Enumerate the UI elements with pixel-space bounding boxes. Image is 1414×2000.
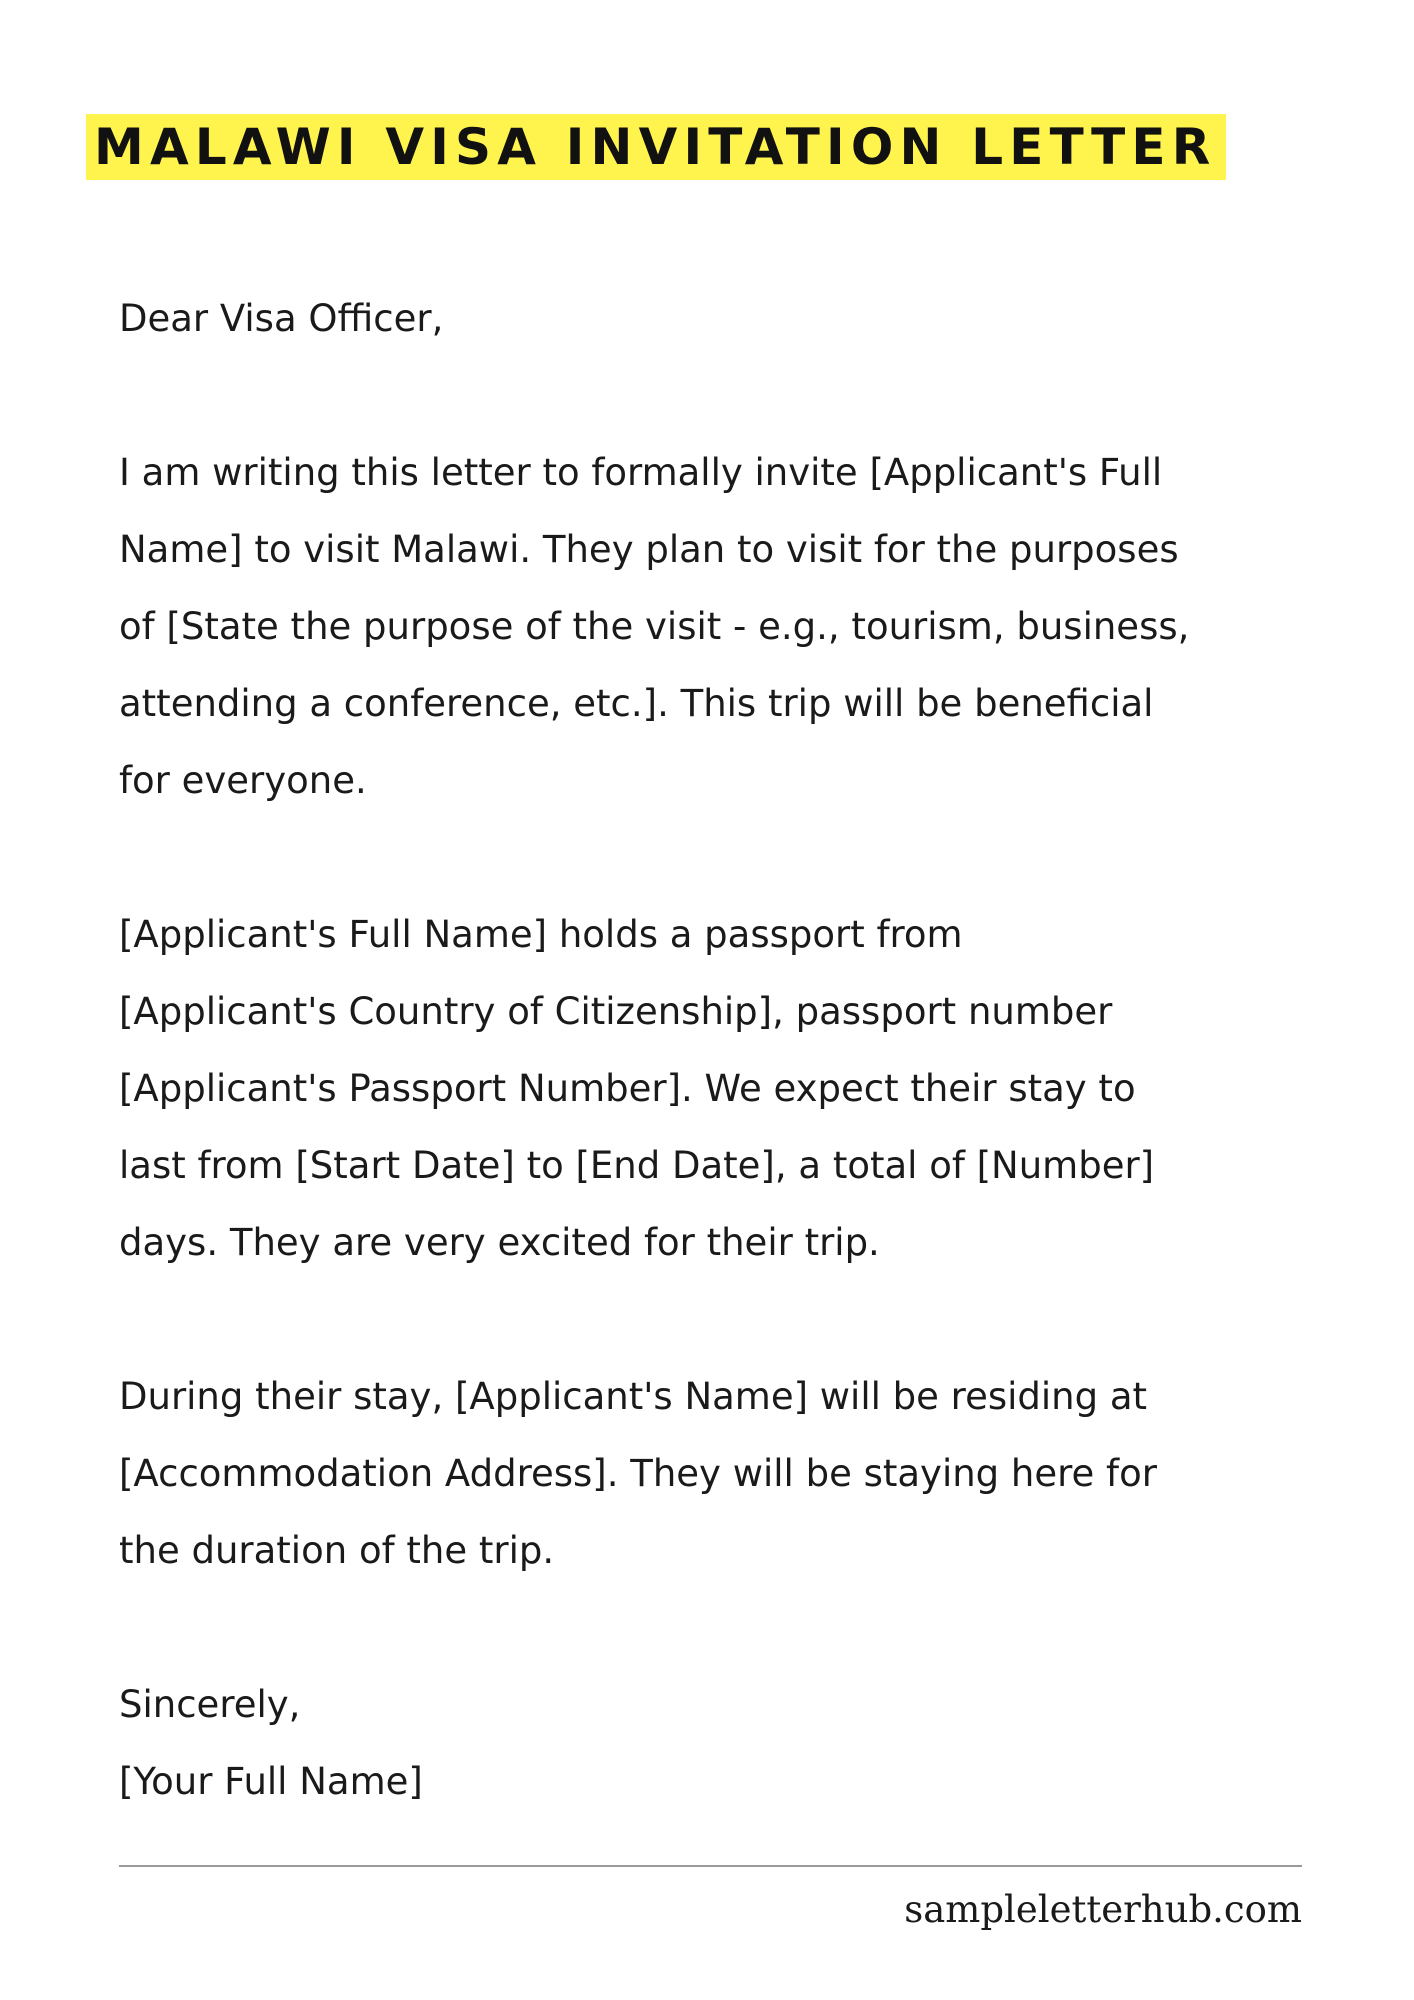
paragraph-passport-details: [Applicant's Full Name] holds a passport from [Applicant's Country of Citizenship], passport number [Applicant's Passport Number]. We expect their stay to last from [Start Date] to [End Date], a total of [Number] days. They are very excited for their trip.: [119, 913, 1155, 1264]
paragraph-accommodation: During their stay, [Applicant's Name] will be residing at [Accommodation Address]. They will be staying here for the duration of the trip.: [119, 1375, 1157, 1572]
salutation: Dear Visa Officer,: [119, 297, 444, 340]
letter-body: [119, 280, 1349, 1820]
letter-title: MALAWI VISA INVITATION LETTER: [94, 118, 1217, 176]
title-highlight: [86, 114, 1226, 180]
signature-name: [Your Full Name]: [119, 1760, 423, 1803]
paragraph-invitation: I am writing this letter to formally invite [Applicant's Full Name] to visit Malawi. They plan to visit for the purposes of [State the purpose of the visit - e.g., tourism, business, attending a conference, etc.]. This trip will be beneficial for everyone.: [119, 451, 1190, 802]
closing: Sincerely,: [119, 1683, 301, 1726]
footer-divider: [119, 1865, 1302, 1867]
footer-website: sampleletterhub.com: [904, 1888, 1302, 1931]
